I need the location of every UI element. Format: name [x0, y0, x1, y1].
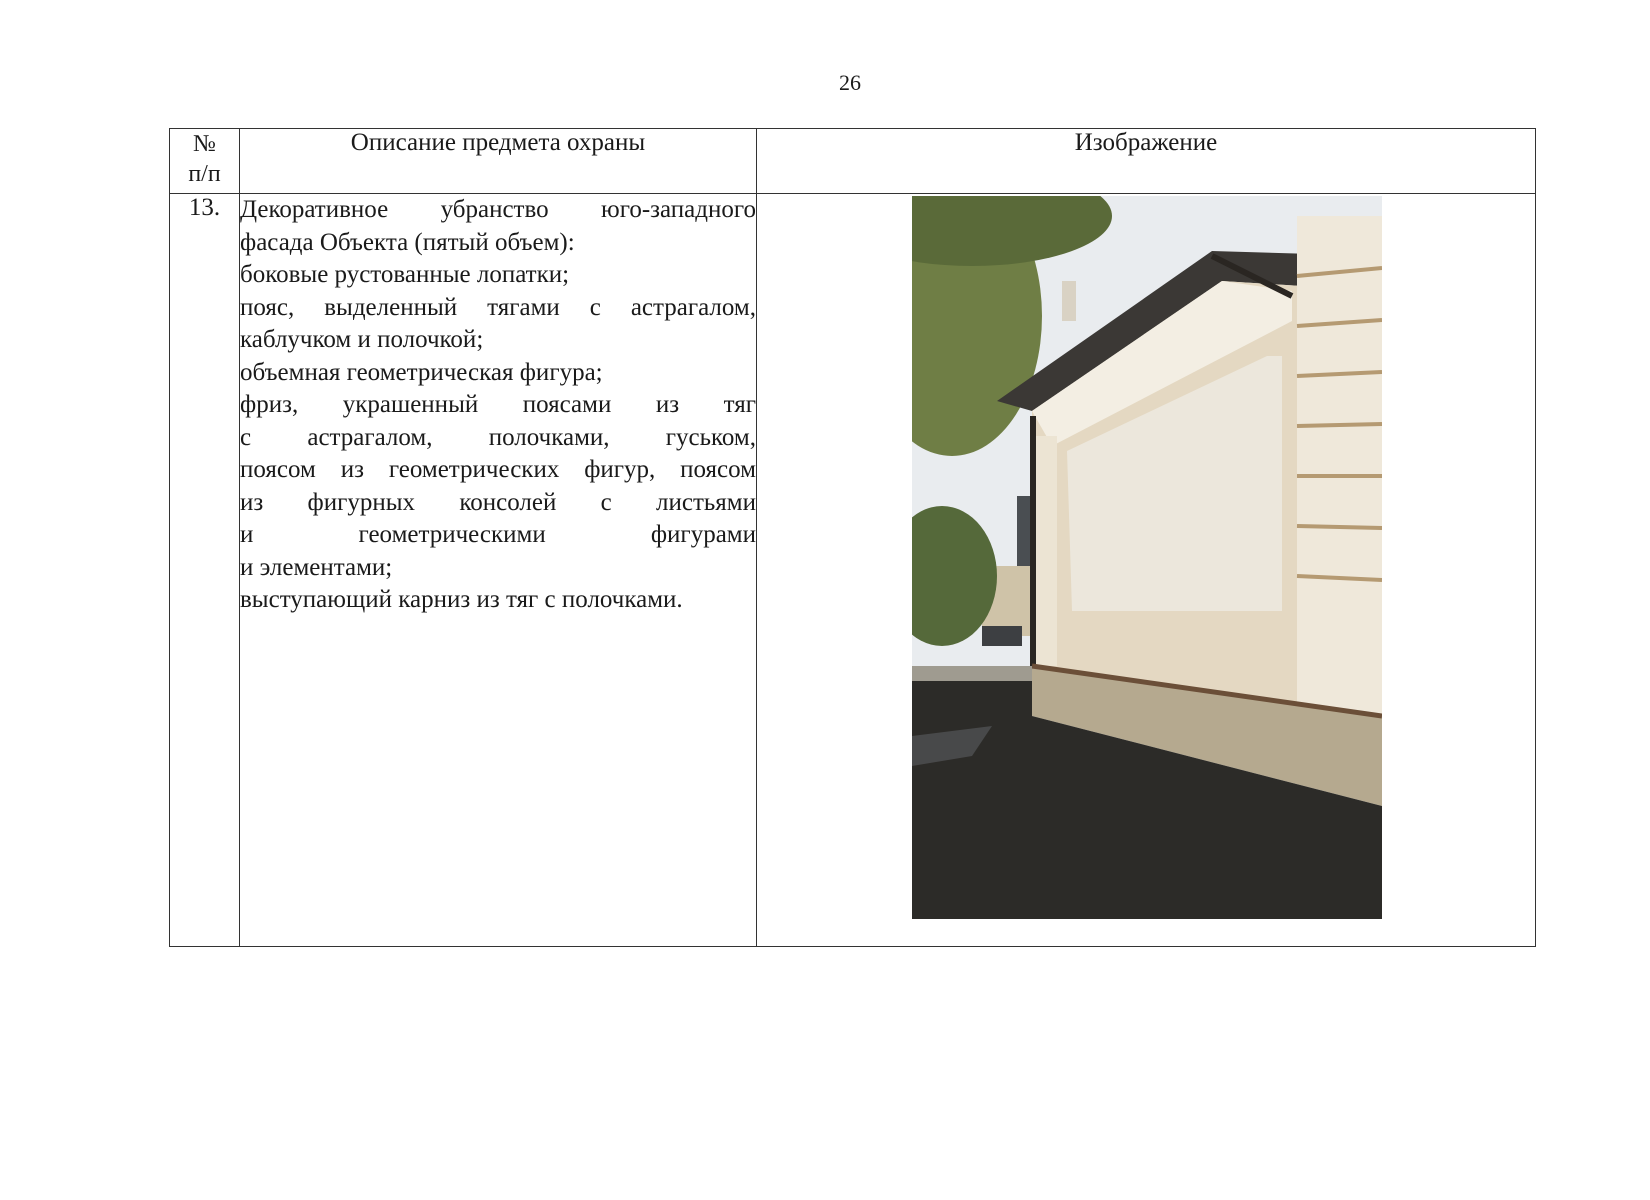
- facade-photo-drawing: [912, 196, 1382, 919]
- description-line: каблучком и полочкой;: [240, 326, 484, 353]
- photo-rusticated-pilaster: [1297, 216, 1382, 716]
- description-line: пояс, выделенный тягами с астрагалом,: [240, 293, 756, 321]
- description-line: Декоративное убранство юго-западного: [240, 196, 756, 223]
- photo-curb: [912, 666, 1032, 681]
- description-line: объемная геометрическая фигура;: [240, 358, 603, 386]
- header-number: [170, 129, 240, 194]
- table-row: [170, 194, 1536, 947]
- row-description: [240, 194, 757, 947]
- header-number-line1: №: [193, 131, 216, 157]
- row-number: 13.: [170, 194, 240, 947]
- description-line: боковые рустованные лопатки;: [240, 261, 570, 288]
- header-description: Описание предмета охраны: [240, 129, 757, 194]
- table-header-row: [170, 129, 1536, 194]
- row-image-cell: [757, 194, 1536, 947]
- photo-downpipe: [1030, 416, 1036, 666]
- description-line: выступающий карниз из тяг с полочками.: [240, 586, 683, 613]
- building-facade-photo: [912, 196, 1382, 919]
- photo-chimney: [1062, 281, 1076, 321]
- description-line: фриз, украшенный поясами из тяг: [240, 391, 756, 418]
- description-line: из фигурных консолей с листьями: [240, 488, 756, 516]
- protection-table: [169, 128, 1536, 947]
- description-line: фасада Объекта (пятый объем):: [240, 228, 575, 256]
- photo-parked-car: [982, 626, 1022, 646]
- header-image: Изображение: [757, 129, 1536, 194]
- description-line: поясом из геометрических фигур, поясом: [240, 456, 756, 483]
- description-line: и элементами;: [240, 553, 393, 581]
- header-number-line2: п/п: [188, 161, 221, 187]
- description-line: и геометрическими фигурами: [240, 521, 756, 548]
- page-number: 26: [839, 70, 861, 95]
- description-line: с астрагалом, полочками, гуськом,: [240, 423, 756, 451]
